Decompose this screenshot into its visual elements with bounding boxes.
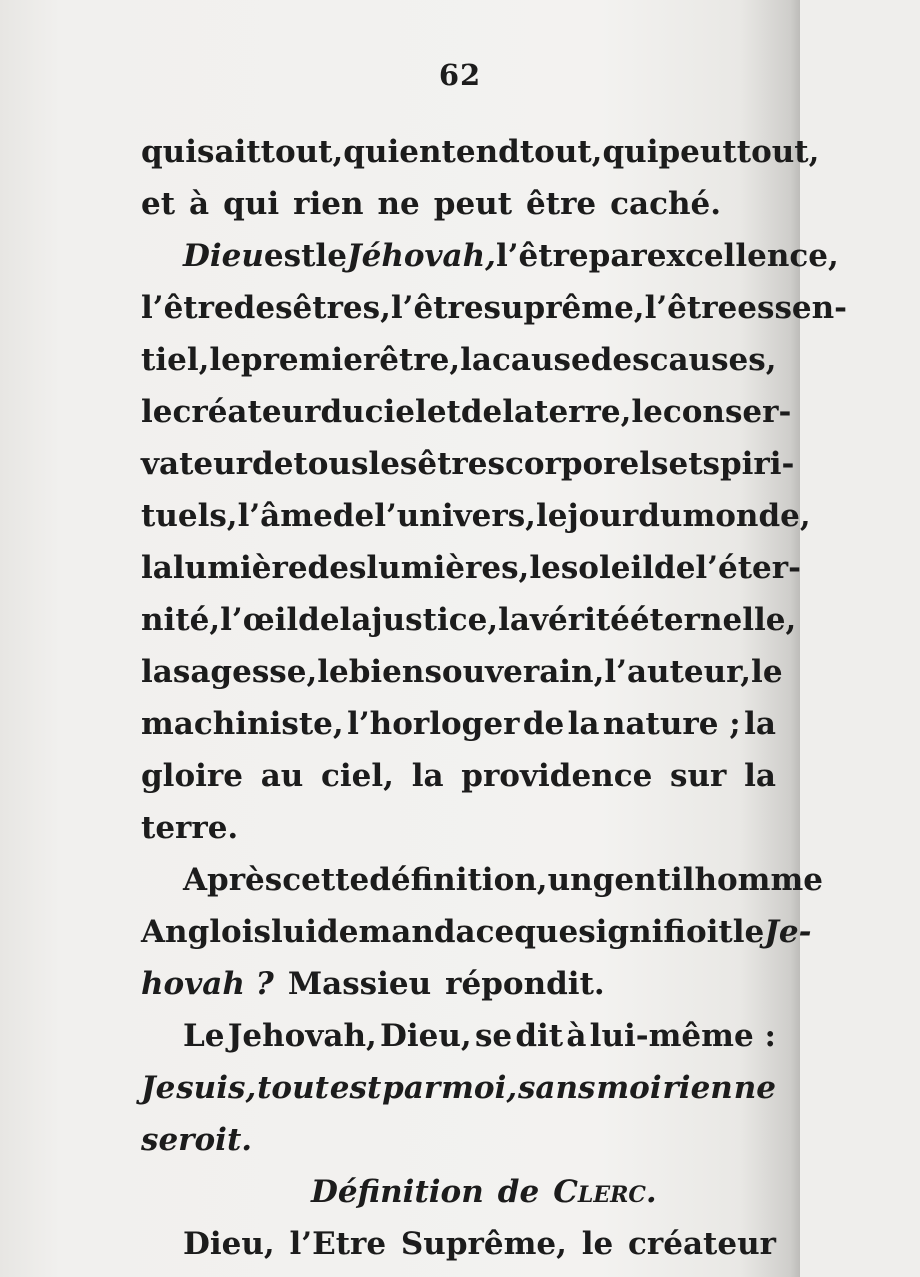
- word: dit: [515, 1018, 564, 1054]
- word: Massieu: [287, 966, 432, 1002]
- text-line: [141, 490, 811, 542]
- word: la: [411, 758, 444, 794]
- word: la: [339, 602, 372, 638]
- word: tout,: [260, 134, 344, 170]
- word: Le: [183, 1018, 225, 1054]
- word: l’être: [390, 290, 484, 326]
- word: seroit.: [141, 1122, 253, 1158]
- text-line: [141, 854, 824, 906]
- word: terre,: [534, 394, 632, 430]
- word: machiniste,: [141, 706, 344, 742]
- word: des: [307, 550, 367, 586]
- word: éternelle,: [629, 602, 797, 638]
- word: Anglois: [141, 914, 271, 950]
- word: Suprême,: [400, 1226, 567, 1262]
- word: peut: [433, 186, 513, 222]
- word: la: [502, 394, 535, 430]
- word: nité,: [141, 602, 221, 638]
- word: gloire: [141, 758, 243, 794]
- word: êtres: [417, 446, 505, 482]
- word: et: [141, 186, 176, 222]
- word: est: [329, 1070, 382, 1106]
- word: qui: [343, 134, 400, 170]
- text-line: [141, 1114, 776, 1166]
- word: ce: [475, 914, 515, 950]
- word: le: [209, 342, 241, 378]
- word: demanda: [317, 914, 476, 950]
- text-line: [141, 646, 783, 698]
- word: gentilhomme: [592, 862, 824, 898]
- word: créateur: [628, 1226, 776, 1262]
- word: tuels,: [141, 498, 238, 534]
- word: le: [751, 654, 783, 690]
- word: lumière: [172, 550, 308, 586]
- word: et: [668, 446, 703, 482]
- text-line: [141, 594, 797, 646]
- word: essen-: [737, 290, 848, 326]
- word: Je-: [764, 914, 812, 950]
- word: ne: [733, 1070, 776, 1106]
- word: du: [638, 498, 683, 534]
- word: causes,: [649, 342, 777, 378]
- word: l’être: [495, 238, 589, 274]
- word: sans: [517, 1070, 596, 1106]
- word: Je: [141, 1070, 176, 1106]
- word: le: [315, 238, 347, 274]
- word: sait: [197, 134, 261, 170]
- text-line: [141, 438, 795, 490]
- word: définition,: [369, 862, 548, 898]
- word: l’être: [141, 290, 234, 326]
- word: de: [522, 706, 565, 742]
- word: Dieu: [183, 238, 264, 274]
- word: le: [631, 394, 663, 430]
- word: qui: [141, 134, 197, 170]
- word: à: [189, 186, 210, 222]
- word: au: [260, 758, 304, 794]
- word: Dieu,: [380, 1018, 472, 1054]
- word: l’âme: [237, 498, 333, 534]
- word: tout,: [736, 134, 820, 170]
- word: l’Etre: [289, 1226, 387, 1262]
- page-number: 62: [438, 58, 482, 92]
- word: Dieu,: [183, 1226, 275, 1262]
- word: ciel: [364, 394, 427, 430]
- word: de: [497, 1174, 540, 1210]
- word: corporels: [504, 446, 669, 482]
- word: être: [526, 186, 597, 222]
- word: Jéhovah,: [346, 238, 496, 274]
- word: moi,: [441, 1070, 518, 1106]
- word: lui-même :: [589, 1018, 776, 1054]
- word: répondit.: [445, 966, 605, 1002]
- word: vateur: [141, 446, 253, 482]
- word: lui: [270, 914, 318, 950]
- word: peut: [658, 134, 737, 170]
- word: spiri-: [702, 446, 795, 482]
- word: tout,: [519, 134, 603, 170]
- word: le: [141, 394, 173, 430]
- word: soleil: [560, 550, 655, 586]
- word: des: [590, 342, 650, 378]
- text-line: [141, 334, 776, 386]
- word: caché.: [610, 186, 722, 222]
- word: tous: [293, 446, 369, 482]
- word: tout: [257, 1070, 329, 1106]
- word: et: [426, 394, 461, 430]
- word: de: [332, 498, 375, 534]
- word: monde,: [682, 498, 811, 534]
- word: sur: [670, 758, 727, 794]
- text-line: [141, 906, 812, 958]
- body-text: [141, 126, 848, 1270]
- text-line: [141, 282, 848, 334]
- word: la: [460, 342, 493, 378]
- text-line: [141, 542, 801, 594]
- word: sagesse,: [172, 654, 318, 690]
- word: le: [529, 550, 561, 586]
- word: la: [744, 758, 776, 794]
- word: la: [567, 706, 600, 742]
- word: êtres,: [292, 290, 391, 326]
- word: le: [535, 498, 568, 534]
- word: souverain,: [424, 654, 605, 690]
- word: ciel,: [321, 758, 394, 794]
- word: la: [498, 602, 530, 638]
- text-line: [141, 750, 776, 802]
- word: entend: [399, 134, 520, 170]
- word: jour: [567, 498, 639, 534]
- word: que: [514, 914, 579, 950]
- word: lumières,: [366, 550, 530, 586]
- word: moi: [596, 1070, 662, 1106]
- word: du: [320, 394, 365, 430]
- word: un: [547, 862, 593, 898]
- word: Jehovah,: [227, 1018, 377, 1054]
- word: qui: [223, 186, 280, 222]
- word: vérité: [530, 602, 630, 638]
- word: de: [298, 602, 340, 638]
- word: cette: [282, 862, 370, 898]
- word: providence: [461, 758, 653, 794]
- text-line: [141, 1218, 776, 1270]
- word: l’œil: [220, 602, 299, 638]
- section-heading: [141, 1166, 776, 1218]
- word: Clerc.: [553, 1174, 657, 1210]
- word: l’éter-: [695, 550, 801, 586]
- word: de: [460, 394, 503, 430]
- word: Définition: [311, 1174, 484, 1210]
- word: justice,: [371, 602, 499, 638]
- word: être,: [379, 342, 461, 378]
- word: hovah ?: [141, 966, 274, 1002]
- word: des: [233, 290, 293, 326]
- word: tiel,: [141, 342, 210, 378]
- word: l’auteur,: [604, 654, 752, 690]
- word: se: [474, 1018, 513, 1054]
- word: bien: [348, 654, 425, 690]
- text-line: [141, 126, 820, 178]
- word: par: [588, 238, 647, 274]
- word: rien: [662, 1070, 733, 1106]
- word: par: [382, 1070, 441, 1106]
- word: l’être: [644, 290, 738, 326]
- word: excellence,: [646, 238, 839, 274]
- word: qui: [602, 134, 659, 170]
- word: le: [732, 914, 765, 950]
- word: cause: [492, 342, 591, 378]
- word: l’univers,: [374, 498, 536, 534]
- text-line: [141, 1010, 776, 1062]
- word: de: [252, 446, 294, 482]
- word: à: [566, 1018, 587, 1054]
- text-line: [141, 802, 776, 854]
- word: les: [368, 446, 418, 482]
- word: terre.: [141, 810, 239, 846]
- word: la: [744, 706, 776, 742]
- text-line: [141, 178, 776, 230]
- word: ne: [377, 186, 420, 222]
- word: la: [141, 654, 173, 690]
- text-line: [141, 958, 776, 1010]
- word: signifioit: [578, 914, 733, 950]
- word: le: [317, 654, 349, 690]
- word: créateur: [172, 394, 321, 430]
- word: premier: [240, 342, 380, 378]
- word: de: [654, 550, 696, 586]
- word: suprême,: [483, 290, 645, 326]
- word: conser-: [662, 394, 792, 430]
- text-line: [141, 230, 839, 282]
- word: suis,: [176, 1070, 257, 1106]
- text-line: [141, 1062, 776, 1114]
- text-line: [141, 386, 792, 438]
- word: rien: [293, 186, 364, 222]
- word: est: [263, 238, 316, 274]
- text-line: [141, 698, 776, 750]
- word: l’horloger: [347, 706, 520, 742]
- word: Après: [183, 862, 283, 898]
- word: la: [141, 550, 173, 586]
- word: nature ;: [602, 706, 741, 742]
- word: le: [581, 1226, 614, 1262]
